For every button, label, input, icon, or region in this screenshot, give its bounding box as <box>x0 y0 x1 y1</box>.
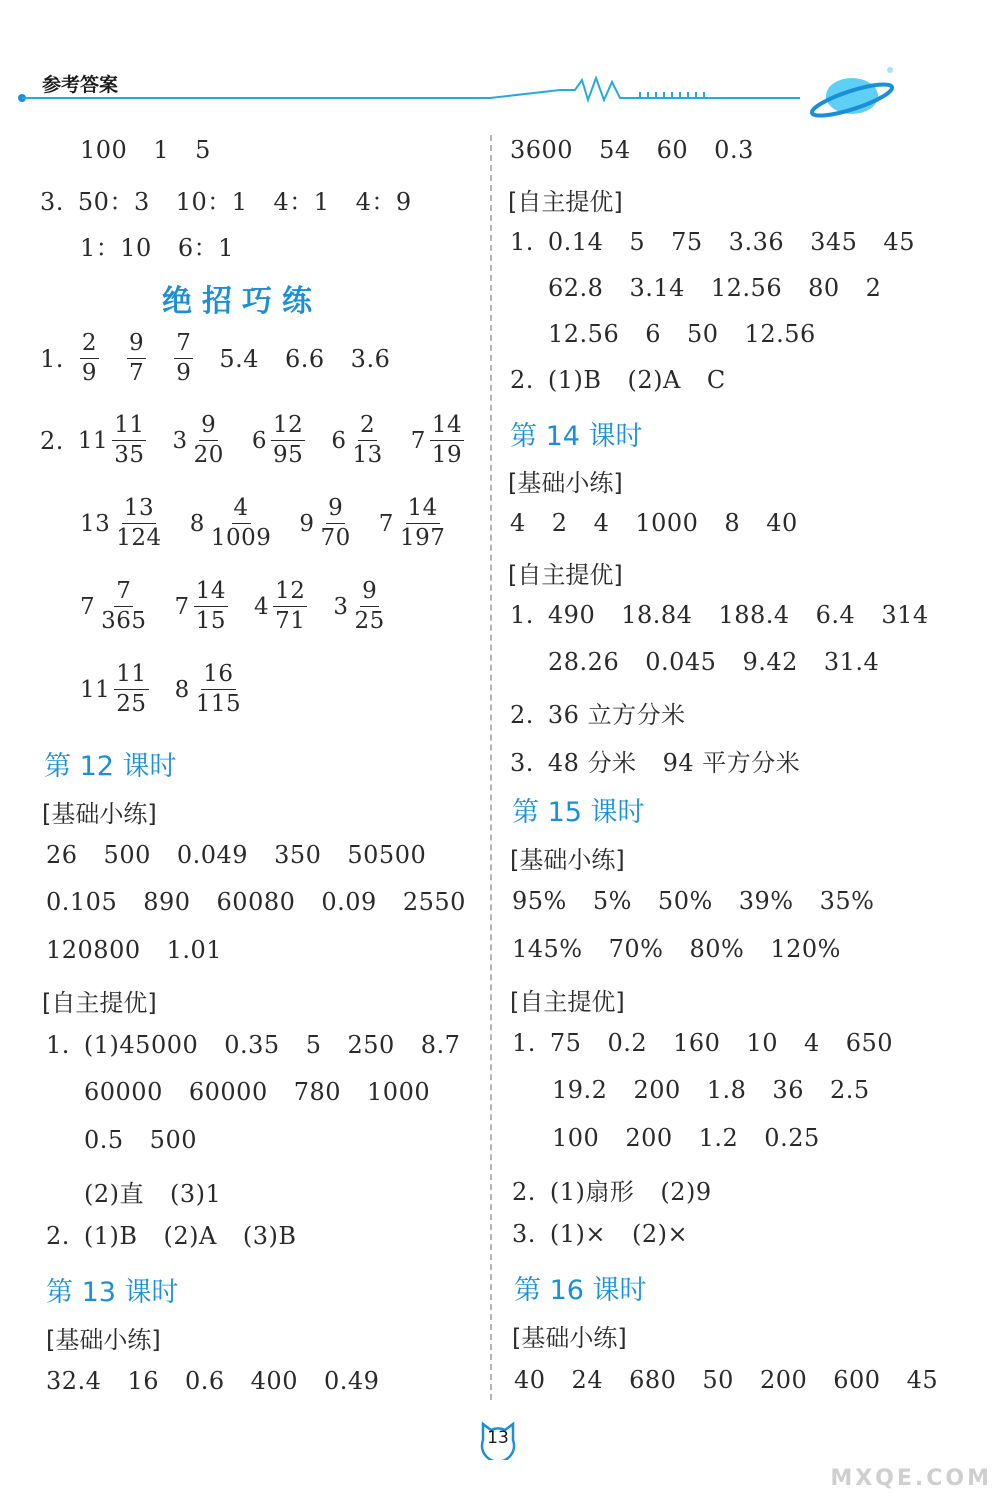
left-q2-row4: 11 $\frac{11}{25}$ 8 $\frac{16}{115}$ <box>80 661 242 717</box>
l12-row-3: 120800 1.01 <box>46 936 223 964</box>
header-decoration <box>0 60 1000 130</box>
right-line-1: 3600 54 60 0.3 <box>510 136 754 164</box>
l15-adv-1: 1. 75 0.2 160 10 4 650 <box>512 1029 894 1057</box>
right-line-3: 62.8 3.14 12.56 80 2 <box>548 274 882 302</box>
lesson-16-title: 第 16 课时 <box>514 1275 647 1306</box>
section-title: 绝招巧练 <box>162 284 322 319</box>
l13-row-1: 32.4 16 0.6 400 0.49 <box>46 1367 380 1395</box>
advance-practice-label: [自主提优] <box>42 989 157 1017</box>
column-divider <box>490 135 492 1400</box>
right-advance-label-14: [自主提优] <box>508 561 623 589</box>
l16-row-1: 40 24 680 50 200 600 45 <box>514 1366 939 1394</box>
l14-adv-4: 3. 48 分米 94 平方分米 <box>510 749 801 777</box>
l14-adv-1: 1. 490 18.84 188.4 6.4 314 <box>510 601 929 629</box>
right-basic-label-14: [基础小练] <box>508 469 623 497</box>
right-line-2: 1. 0.14 5 75 3.36 345 45 <box>510 228 915 256</box>
left-line-1: 100 1 5 <box>80 136 211 164</box>
lesson-13-title: 第 13 课时 <box>46 1277 179 1308</box>
l12-row-2: 0.105 890 60080 0.09 2550 <box>46 888 466 916</box>
right-basic-label-16: [基础小练] <box>512 1324 627 1352</box>
lesson-15-title: 第 15 课时 <box>512 797 645 828</box>
planet-icon <box>809 67 894 122</box>
l12-adv-1: 1. (1)45000 0.35 5 250 8.7 <box>46 1031 461 1059</box>
l14-row-1: 4 2 4 1000 8 40 <box>510 509 798 537</box>
left-q1: 1. $\frac{2}{9}$ $\frac{9}{7}$ $\frac{7}{9}$ 5.4 6.6 3.6 <box>40 330 391 386</box>
right-advance-label: [自主提优] <box>508 188 623 216</box>
left-line-2: 3. 50：3 10：1 4：1 4：9 <box>40 188 412 216</box>
left-line-3: 1：10 6：1 <box>80 234 234 262</box>
header-label: 参考答案 <box>42 74 119 96</box>
left-q2-row1: 2. 11 $\frac{11}{35}$ 3 $\frac{9}{20}$ 6 $\frac{12}{95}$ 6 $\frac{2}{13}$ 7 $\frac{14}{19}$ <box>40 412 463 468</box>
lesson-14-title: 第 14 课时 <box>510 421 643 452</box>
l15-adv-2: 19.2 200 1.8 36 2.5 <box>552 1076 870 1104</box>
l14-adv-3: 2. 36 立方分米 <box>510 701 686 729</box>
right-advance-label-15: [自主提优] <box>510 988 625 1016</box>
lesson-12-title: 第 12 课时 <box>44 751 177 782</box>
l14-adv-2: 28.26 0.045 9.42 31.4 <box>548 648 880 676</box>
l15-adv-4: 2. (1)扇形 (2)9 <box>512 1178 712 1206</box>
left-q2-row2: 13 $\frac{13}{124}$ 8 $\frac{4}{1009}$ 9 $\frac{9}{70}$ 7 $\frac{14}{197}$ <box>80 495 446 551</box>
l12-adv-5: 2. (1)B (2)A (3)B <box>46 1222 297 1250</box>
l12-adv-3: 0.5 500 <box>84 1126 197 1154</box>
l12-row-1: 26 500 0.049 350 50500 <box>46 841 427 869</box>
l15-row-2: 145% 70% 80% 120% <box>512 935 841 963</box>
right-line-5: 2. (1)B (2)A C <box>510 366 726 394</box>
right-basic-label-15: [基础小练] <box>510 846 625 874</box>
l12-adv-4: (2)直 (3)1 <box>84 1180 222 1208</box>
page-number: 13 <box>487 1428 509 1448</box>
basic-practice-label: [基础小练] <box>42 800 157 828</box>
l12-adv-2: 60000 60000 780 1000 <box>84 1078 431 1106</box>
left-q2-row3: 7 $\frac{7}{365}$ 7 $\frac{14}{15}$ 4 $\frac{12}{71}$ 3 $\frac{9}{25}$ <box>80 578 385 634</box>
l15-row-1: 95% 5% 50% 39% 35% <box>512 887 875 915</box>
l15-adv-5: 3. (1)× (2)× <box>512 1220 689 1248</box>
right-line-4: 12.56 6 50 12.56 <box>548 320 816 348</box>
basic-practice-label-13: [基础小练] <box>46 1326 161 1354</box>
l15-adv-3: 100 200 1.2 0.25 <box>552 1124 820 1152</box>
watermark: MXQE.COM <box>830 1466 992 1491</box>
